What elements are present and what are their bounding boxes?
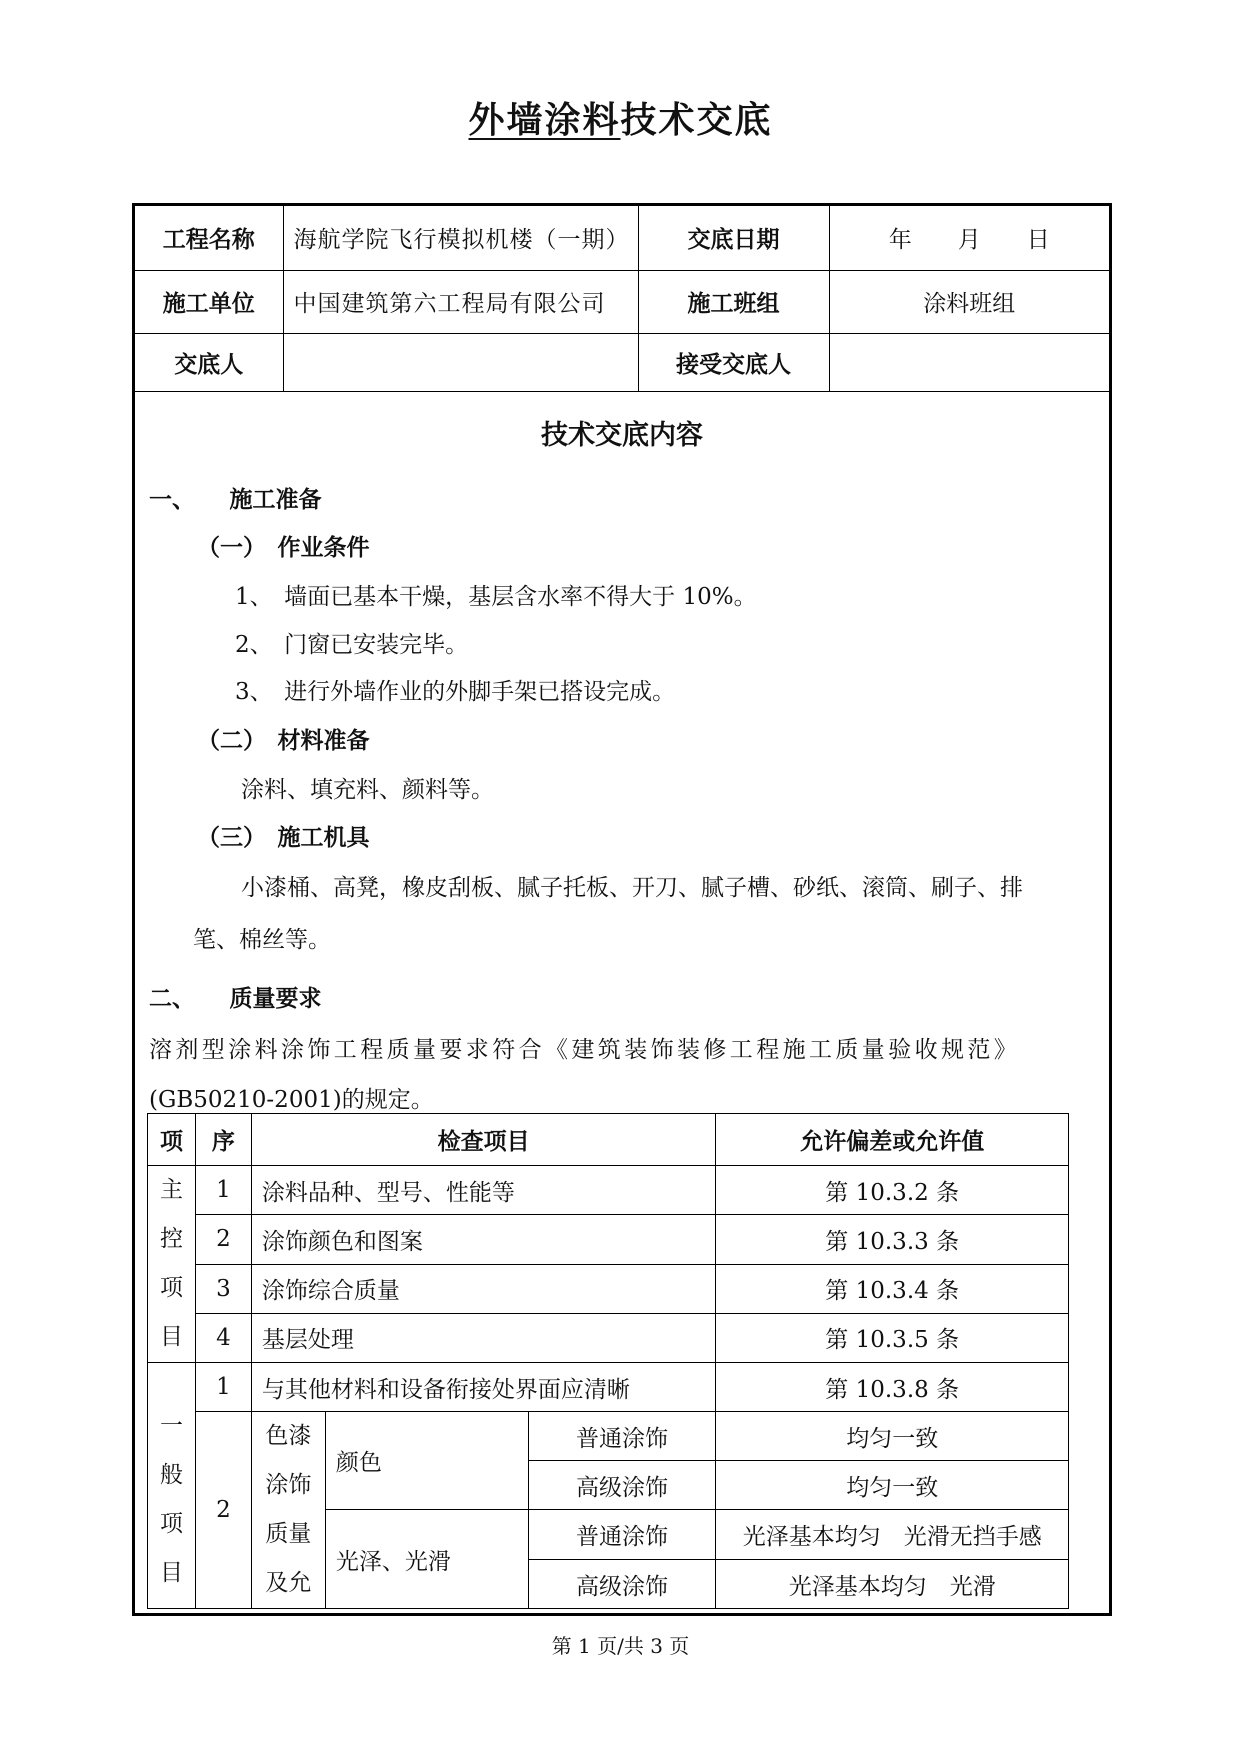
gloss-advanced-value: 光泽基本均匀 光滑 [716,1560,1069,1609]
condition-2: 2、 门窗已安装完毕。 [235,632,469,658]
quality-text-line-1: 溶剂型涂料涂饰工程质量要求符合《建筑装饰装修工程施工质量验收规范》 [149,1037,1021,1063]
title-rest: 技术交底 [620,100,773,141]
main-row-value: 第 10.3.2 条 [716,1166,1069,1215]
tools-text-line-2: 笔、棉丝等。 [193,927,331,953]
main-group-label [148,1166,196,1363]
main-row-value: 第 10.3.3 条 [716,1215,1069,1264]
header-table [135,206,1109,392]
main-row-no: 4 [195,1313,251,1362]
main-row-check: 基层处理 [251,1313,715,1362]
main-row-no: 1 [195,1166,251,1215]
general-group-char: 一 [159,1412,183,1439]
general-group-char: 项 [159,1510,183,1537]
paint-quality-char: 质量 [265,1521,312,1547]
main-row-value: 第 10.3.5 条 [716,1313,1069,1362]
main-row-check: 涂料品种、型号、性能等 [251,1166,715,1215]
general-group-label [148,1363,196,1609]
team-label: 施工班组 [638,270,829,333]
gloss-label: 光泽、光滑 [325,1510,528,1609]
receiver-value [829,333,1109,391]
materials-text: 涂料、填充料、颜料等。 [241,777,494,803]
section-1-title: 一、 施工准备 [149,487,322,513]
color-advanced-value: 均匀一致 [716,1461,1069,1510]
section-2-title: 二、 质量要求 [149,986,322,1012]
advanced-finish: 高级涂饰 [528,1560,716,1609]
general-row-value: 第 10.3.8 条 [716,1363,1069,1412]
project-value: 海航学院飞行模拟机楼（一期） [283,206,638,270]
disclosure-form [132,203,1112,1616]
content-heading: 技术交底内容 [541,420,703,451]
document-title [0,92,1241,143]
paint-quality-char: 涂饰 [265,1472,312,1498]
receiver-label: 接受交底人 [638,333,829,391]
team-value: 涂料班组 [829,270,1109,333]
date-label: 交底日期 [638,206,829,270]
general-group-char: 般 [159,1461,183,1488]
normal-finish: 普通涂饰 [528,1412,716,1461]
advanced-finish: 高级涂饰 [528,1461,716,1510]
main-row-no: 3 [195,1264,251,1313]
paint-quality-char: 及允 [265,1570,312,1596]
section-1b-title: （二） 材料准备 [197,728,370,754]
main-row-no: 2 [195,1215,251,1264]
color-normal-value: 均匀一致 [716,1412,1069,1461]
quality-text-line-2: (GB50210-2001)的规定。 [149,1087,434,1113]
col-no: 序 [195,1114,251,1166]
general-row-no: 1 [195,1363,251,1412]
section-1c-title: （三） 施工机具 [197,825,370,851]
general-row-check: 与其他材料和设备衔接处界面应清晰 [251,1363,715,1412]
col-item: 项 [148,1114,196,1166]
paint-quality-label [251,1412,325,1609]
paint-quality-char: 色漆 [265,1423,312,1449]
unit-label: 施工单位 [135,270,283,333]
col-check: 检查项目 [251,1114,715,1166]
normal-finish: 普通涂饰 [528,1510,716,1560]
main-group-char: 项 [159,1275,183,1301]
main-group-char: 目 [159,1324,183,1350]
unit-value: 中国建筑第六工程局有限公司 [283,270,638,333]
col-value: 允许偏差或允许值 [716,1114,1069,1166]
color-label: 颜色 [325,1412,528,1510]
tools-text-line-1: 小漆桶、高凳，橡皮刮板、腻子托板、开刀、腻子槽、砂纸、滚筒、刷子、排 [241,875,1023,901]
condition-3: 3、 进行外墙作业的外脚手架已搭设完成。 [235,679,676,705]
section-1a-title: （一） 作业条件 [197,535,370,561]
main-row-value: 第 10.3.4 条 [716,1264,1069,1313]
general-group-char: 目 [159,1559,183,1586]
gloss-normal-value: 光泽基本均匀 光滑无挡手感 [716,1510,1069,1560]
main-row-check: 涂饰颜色和图案 [251,1215,715,1264]
general-row-no: 2 [195,1412,251,1609]
project-label: 工程名称 [135,206,283,270]
main-row-check: 涂饰综合质量 [251,1264,715,1313]
condition-1: 1、 墙面已基本干燥，基层含水率不得大于 10%。 [235,584,757,610]
main-group-char: 控 [159,1226,183,1252]
discloser-label: 交底人 [135,333,283,391]
date-value: 年 月 日 [829,206,1109,270]
title-underlined: 外墙涂料 [468,100,621,141]
discloser-value [283,333,638,391]
page-footer: 第 1 页/共 3 页 [551,1634,690,1658]
main-group-char: 主 [159,1177,183,1203]
quality-table [147,1113,1069,1609]
